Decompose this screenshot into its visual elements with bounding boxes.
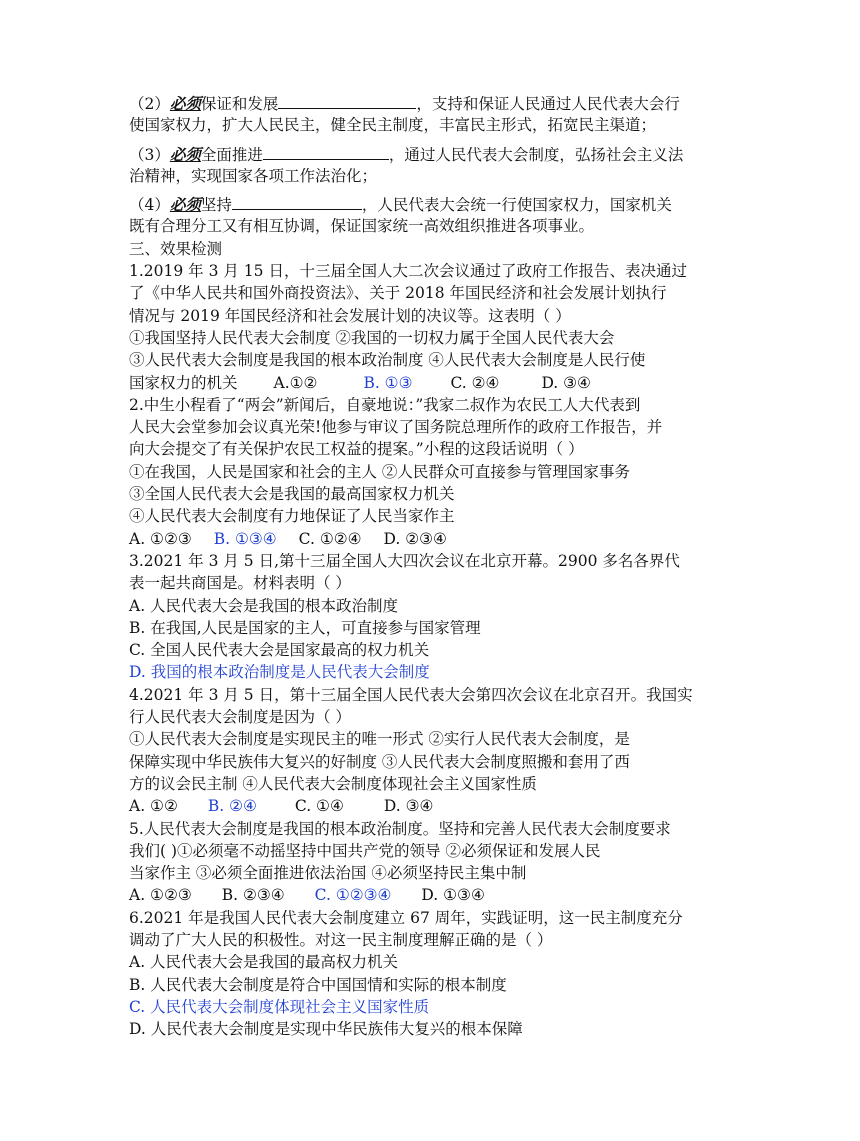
q6-stem-line: 调动了广大人民的积极性。对这一民主制度理解正确的是（ ） [129,930,553,949]
q3-option-d-answer: D. 我国的根本政治制度是人民代表大会制度 [129,663,430,682]
fill-blank [278,92,416,109]
must-keyword: 必须 [169,144,201,164]
q4-stem-line: 行人民代表大会制度是因为（ ） [129,708,351,727]
q4-statement: 方的议会民主制 ④人民代表大会制度体现社会主义国家性质 [129,774,537,793]
q6-option-c-answer: C. 人民代表大会制度体现社会主义国家性质 [129,997,430,1016]
q1-stem-line: 了《中华人民共和国外商投资法》、关于 2018 年国民经济和社会发展计划执行 [129,284,667,303]
item-text: ，通过人民代表大会制度，弘扬社会主义法 [388,145,684,164]
q3-option-c: C. 全国人民代表大会是国家最高的权力机关 [129,641,430,660]
q1-option-b-answer: B. ①③ [363,373,413,392]
q5-options [129,884,739,906]
item-text: ，支持和保证人民通过人民代表大会行 [416,95,680,113]
q2-statement: ③全国人民代表大会是我国的最高国家权力机关 [129,485,455,504]
q6-option-d: D. 人民代表大会制度是实现中华民族伟大复兴的根本保障 [129,1020,523,1039]
q4-option-d: D. ③④ [383,797,434,816]
q6-option-a: A. 人民代表大会是我国的最高权力机关 [129,953,399,972]
q3-stem-line: 3.2021 年 3 月 5 日,第十三届全国人大四次会议在北京开幕。2900 多名各界代 [129,551,680,570]
document-page [129,92,739,1040]
q1-option-a: A.①② [273,373,318,392]
item-3-line-1 [129,143,739,165]
q5-stem-line: 当家作主 ③必须全面推进依法治国 ④必须坚持民主集中制 [129,864,527,883]
q1-option-c: C. ②④ [450,373,500,392]
fill-blank [232,193,362,210]
q4-statement: 保障实现中华民族伟大复兴的好制度 ③人民代表大会制度照搬和套用了西 [129,752,630,771]
item-number: （2） [129,95,170,113]
item-2-line-1 [129,92,739,114]
q2-stem-line: 2.中生小程看了“两会”新闻后，自豪地说：”我家二叔作为农民工人大代表到 [129,395,641,414]
item-2-line-2: 使国家权力，扩大人民民主，健全民主制度，丰富民主形式，拓宽民主渠道； [129,116,657,135]
item-3-line-2: 治精神，实现国家各项工作法治化； [129,166,378,185]
item-text: 坚持 [200,196,232,215]
q4-options [129,795,739,817]
q6-stem-line: 6.2021 年是我国人民代表大会制度建立 67 周年，实践证明，这一民主制度充分 [129,908,683,927]
q2-option-a: A. ①②③ [129,529,192,548]
q1-options [129,372,739,394]
q3-stem-line: 表一起共商国是。材料表明（ ） [129,574,351,593]
q2-options [129,528,739,550]
q6-option-b: B. 人民代表大会制度是符合中国国情和实际的根本制度 [129,975,507,994]
q1-stem-line: 1.2019 年 3 月 15 日，十三届全国人大二次会议通过了政府工作报告、表决通过 [129,262,687,281]
q4-option-c: C. ①④ [294,797,344,816]
q2-option-c: C. ①②④ [298,529,362,548]
q1-statement: ①我国坚持人民代表大会制度 ②我国的一切权力属于全国人民代表大会 [129,328,615,347]
item-text: 保证和发展 [200,95,279,113]
q1-statement: ③人民代表大会制度是我国的根本政治制度 ④人民代表大会制度是人民行使 [129,351,646,370]
section-title: 三、效果检测 [129,239,223,258]
q5-option-d: D. ①③④ [421,886,485,905]
q1-stem-line: 情况与 2019 年国民经济和社会发展计划的决议等。这表明（ ） [129,306,571,325]
q2-statement: ①在我国，人民是国家和社会的主人 ②人民群众可直接参与管理国家事务 [129,462,630,481]
q5-stem-line: 5.人民代表大会制度是我国的根本政治制度。坚持和完善人民代表大会制度要求 [129,819,671,838]
must-keyword: 必须 [169,195,201,215]
item-number: （3） [129,145,170,164]
q1-option-d: D. ③④ [541,373,591,392]
q5-option-a: A. ①②③ [129,886,192,905]
q2-stem-line: 向大会提交了有关保护农民工权益的提案。”小程的这段话说明（ ） [129,440,584,459]
q2-option-b-answer: B. ①③④ [213,529,277,548]
q4-statement: ①人民代表大会制度是实现民主的唯一形式 ②实行人民代表大会制度，是 [129,730,630,749]
q3-option-b: B. 在我国,人民是国家的主人，可直接参与国家管理 [129,618,481,637]
q2-option-d: D. ②③④ [383,529,447,548]
q5-stem-line: 我们( )①必须毫不动摇坚持中国共产党的领导 ②必须保证和发展人民 [129,841,601,860]
q4-stem-line: 4.2021 年 3 月 5 日，第十三届全国人民代表大会第四次会议在北京召开。我国实 [129,685,693,704]
item-4-line-2: 既有合理分工又有相互协调，保证国家统一高效组织推进各项事业。 [129,217,595,236]
q3-option-a: A. 人民代表大会是我国的根本政治制度 [129,596,399,615]
item-number: （4） [129,196,170,215]
item-text: ，人民代表大会统一行使国家权力，国家机关 [361,196,672,215]
fill-blank [263,143,389,160]
q4-option-b-answer: B. ②④ [207,797,257,816]
q1-statement-end: 国家权力的机关 [129,373,238,392]
q2-stem-line: 人民大会堂参加会议真光荣!他参与审议了国务院总理所作的政府工作报告，并 [129,418,663,437]
item-4-line-1 [129,193,739,215]
q4-option-a: A. ①② [129,797,178,816]
must-keyword: 必须 [169,94,201,113]
q2-statement: ④人民代表大会制度有力地保证了人民当家作主 [129,507,455,526]
q5-option-c-answer: C. ①②③④ [314,886,392,905]
item-text: 全面推进 [200,145,263,164]
q5-option-b: B. ②③④ [221,886,285,905]
